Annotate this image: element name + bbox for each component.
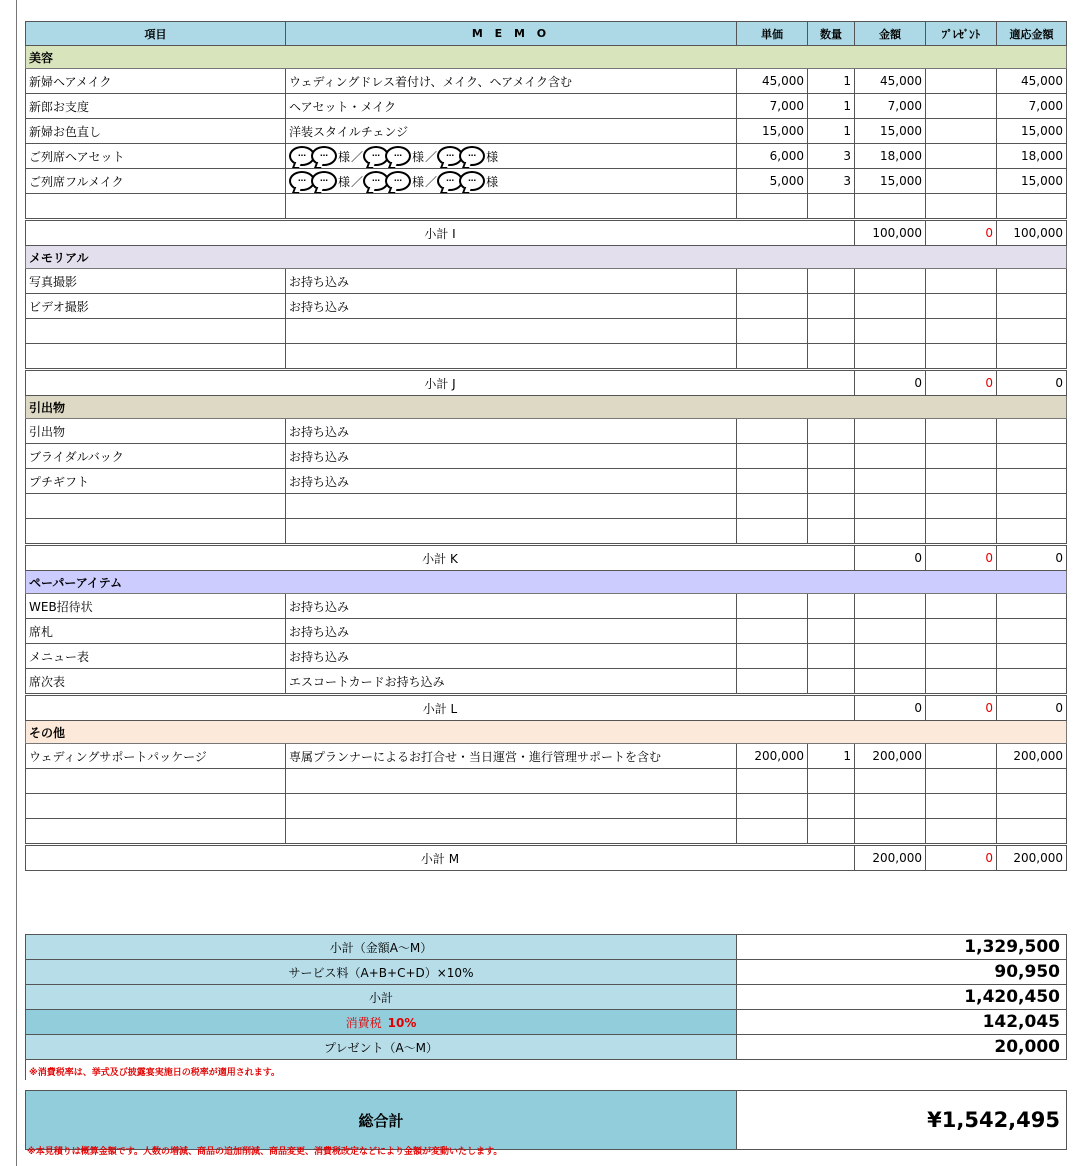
subtotal-present: 0 bbox=[926, 545, 997, 571]
speech-bubble-icon: … bbox=[459, 171, 485, 191]
left-margin-rule bbox=[16, 0, 17, 1166]
subtotal-label: 小計 I bbox=[26, 220, 855, 246]
table-row[interactable] bbox=[26, 269, 1067, 294]
cell-memo: お持ち込み bbox=[286, 269, 737, 294]
cell-memo-guests bbox=[286, 169, 737, 194]
honorific: 様 bbox=[486, 149, 499, 164]
cell-unit: 15,000 bbox=[737, 119, 808, 144]
cell-item: プチギフト bbox=[26, 469, 286, 494]
empty-row[interactable] bbox=[26, 319, 1067, 344]
summary-value: 1,329,500 bbox=[737, 935, 1067, 960]
subtotal-applied: 0 bbox=[997, 695, 1067, 721]
empty-row[interactable] bbox=[26, 194, 1067, 220]
separator: ／ bbox=[351, 149, 364, 164]
cell-memo: お持ち込み bbox=[286, 294, 737, 319]
cell-applied: 15,000 bbox=[997, 119, 1067, 144]
summary-row-subtotal bbox=[26, 985, 1067, 1010]
summary-row-present bbox=[26, 1035, 1067, 1060]
tax-note: ※消費税率は、挙式及び披露宴実施日の税率が適用されます。 bbox=[29, 1068, 281, 1078]
honorific: 様 bbox=[412, 174, 425, 189]
grand-total-value: ¥1,542,495 bbox=[737, 1091, 1067, 1150]
speech-bubble-icon: … bbox=[363, 171, 389, 191]
table-row[interactable] bbox=[26, 619, 1067, 644]
category-title: 美容 bbox=[26, 46, 1067, 69]
cell-item: ご列席フルメイク bbox=[26, 169, 286, 194]
table-row[interactable] bbox=[26, 469, 1067, 494]
cell-memo-guests bbox=[286, 144, 737, 169]
subtotal-row-m bbox=[26, 845, 1067, 871]
cell-item: 写真撮影 bbox=[26, 269, 286, 294]
category-row-gift bbox=[26, 396, 1067, 419]
speech-bubble-icon: … bbox=[311, 146, 337, 166]
subtotal-applied: 0 bbox=[997, 545, 1067, 571]
subtotal-applied: 200,000 bbox=[997, 845, 1067, 871]
speech-bubble-icon: … bbox=[289, 146, 315, 166]
category-title: ペーパーアイテム bbox=[26, 571, 1067, 594]
subtotal-amount: 0 bbox=[855, 695, 926, 721]
cell-applied: 7,000 bbox=[997, 94, 1067, 119]
estimate-table bbox=[25, 21, 1067, 871]
subtotal-label: 小計 M bbox=[26, 845, 855, 871]
cell-present bbox=[926, 119, 997, 144]
tax-rate: 10% bbox=[387, 1015, 417, 1030]
header-amount: 金額 bbox=[855, 22, 926, 46]
subtotal-row-l bbox=[26, 695, 1067, 721]
table-row[interactable] bbox=[26, 444, 1067, 469]
cell-memo: エスコートカードお持ち込み bbox=[286, 669, 737, 695]
table-row[interactable] bbox=[26, 669, 1067, 695]
table-row[interactable] bbox=[26, 419, 1067, 444]
cell-item: ビデオ撮影 bbox=[26, 294, 286, 319]
category-row-beauty bbox=[26, 46, 1067, 69]
subtotal-applied: 100,000 bbox=[997, 220, 1067, 246]
cell-memo: お持ち込み bbox=[286, 444, 737, 469]
empty-row[interactable] bbox=[26, 494, 1067, 519]
cell-qty: 1 bbox=[808, 69, 855, 94]
summary-value: 142,045 bbox=[737, 1010, 1067, 1035]
summary-label: プレゼント（A～M） bbox=[26, 1035, 737, 1060]
summary-label: サービス料（A+B+C+D）×10% bbox=[26, 960, 737, 985]
subtotal-amount: 200,000 bbox=[855, 845, 926, 871]
table-row[interactable] bbox=[26, 144, 1067, 169]
cell-amount: 45,000 bbox=[855, 69, 926, 94]
cell-applied: 15,000 bbox=[997, 169, 1067, 194]
category-title: その他 bbox=[26, 721, 1067, 744]
subtotal-present: 0 bbox=[926, 370, 997, 396]
cell-item: 新婦お色直し bbox=[26, 119, 286, 144]
cell-present bbox=[926, 69, 997, 94]
subtotal-label: 小計 L bbox=[26, 695, 855, 721]
cell-unit: 200,000 bbox=[737, 744, 808, 769]
cell-amount: 15,000 bbox=[855, 119, 926, 144]
subtotal-row-j bbox=[26, 370, 1067, 396]
summary-label: 小計 bbox=[26, 985, 737, 1010]
subtotal-label: 小計 K bbox=[26, 545, 855, 571]
cell-amount: 7,000 bbox=[855, 94, 926, 119]
header-item: 項目 bbox=[26, 22, 286, 46]
cell-amount: 18,000 bbox=[855, 144, 926, 169]
cell-present bbox=[926, 144, 997, 169]
speech-bubble-icon: … bbox=[289, 171, 315, 191]
speech-bubble-icon: … bbox=[385, 171, 411, 191]
cell-present bbox=[926, 94, 997, 119]
speech-bubble-icon: … bbox=[363, 146, 389, 166]
speech-bubble-icon: … bbox=[437, 171, 463, 191]
cell-qty: 3 bbox=[808, 144, 855, 169]
honorific: 様 bbox=[412, 149, 425, 164]
cell-amount: 200,000 bbox=[855, 744, 926, 769]
cell-qty: 1 bbox=[808, 119, 855, 144]
subtotal-amount: 0 bbox=[855, 370, 926, 396]
honorific: 様 bbox=[486, 174, 499, 189]
empty-row[interactable] bbox=[26, 344, 1067, 370]
subtotal-amount: 100,000 bbox=[855, 220, 926, 246]
cell-applied: 200,000 bbox=[997, 744, 1067, 769]
header-row bbox=[26, 22, 1067, 46]
header-unit-price: 単価 bbox=[737, 22, 808, 46]
header-memo: M E M O bbox=[286, 22, 737, 46]
estimate-footnote: ※本見積りは概算金額です。人数の増減、商品の追加削減、商品変更、消費税改定などにより金額が変動いたします。 bbox=[27, 1147, 503, 1157]
summary-row-total bbox=[26, 1091, 1067, 1150]
subtotal-row-i bbox=[26, 220, 1067, 246]
cell-unit: 6,000 bbox=[737, 144, 808, 169]
separator: ／ bbox=[425, 174, 438, 189]
table-row[interactable] bbox=[26, 94, 1067, 119]
guest-names bbox=[289, 146, 733, 166]
cell-item: ブライダルバック bbox=[26, 444, 286, 469]
cell-memo: 専属プランナーによるお打合せ・当日運営・進行管理サポートを含む bbox=[286, 744, 737, 769]
grand-total-label: 総合計 bbox=[26, 1091, 737, 1150]
cell-item: 席次表 bbox=[26, 669, 286, 695]
cell-applied: 18,000 bbox=[997, 144, 1067, 169]
subtotal-row-k bbox=[26, 545, 1067, 571]
table-row[interactable] bbox=[26, 594, 1067, 619]
cell-qty: 1 bbox=[808, 94, 855, 119]
subtotal-amount: 0 bbox=[855, 545, 926, 571]
empty-row[interactable] bbox=[26, 519, 1067, 545]
table-row[interactable] bbox=[26, 119, 1067, 144]
separator: ／ bbox=[425, 149, 438, 164]
speech-bubble-icon: … bbox=[437, 146, 463, 166]
cell-item: ウェディングサポートパッケージ bbox=[26, 744, 286, 769]
cell-memo: ヘアセット・メイク bbox=[286, 94, 737, 119]
summary-label: 小計（金額A～M） bbox=[26, 935, 737, 960]
cell-item: WEB招待状 bbox=[26, 594, 286, 619]
summary-row-tax bbox=[26, 1010, 1067, 1035]
table-row[interactable] bbox=[26, 644, 1067, 669]
cell-memo: お持ち込み bbox=[286, 469, 737, 494]
summary-value: 20,000 bbox=[737, 1035, 1067, 1060]
cell-present bbox=[926, 744, 997, 769]
empty-row[interactable] bbox=[26, 819, 1067, 845]
cell-unit: 7,000 bbox=[737, 94, 808, 119]
cell-amount: 15,000 bbox=[855, 169, 926, 194]
speech-bubble-icon: … bbox=[385, 146, 411, 166]
honorific: 様 bbox=[338, 174, 351, 189]
subtotal-applied: 0 bbox=[997, 370, 1067, 396]
cell-memo: お持ち込み bbox=[286, 419, 737, 444]
summary-value: 1,420,450 bbox=[737, 985, 1067, 1010]
cell-unit: 5,000 bbox=[737, 169, 808, 194]
cell-qty: 3 bbox=[808, 169, 855, 194]
summary-row-subtotal-all bbox=[26, 935, 1067, 960]
summary-table bbox=[25, 934, 1067, 1150]
header-applied: 適応金額 bbox=[997, 22, 1067, 46]
subtotal-label: 小計 J bbox=[26, 370, 855, 396]
cell-item: メニュー表 bbox=[26, 644, 286, 669]
category-row-paper bbox=[26, 571, 1067, 594]
speech-bubble-icon: … bbox=[311, 171, 337, 191]
guest-names bbox=[289, 171, 733, 191]
summary-value: 90,950 bbox=[737, 960, 1067, 985]
header-qty: 数量 bbox=[808, 22, 855, 46]
table-row[interactable] bbox=[26, 69, 1067, 94]
summary-row-note bbox=[26, 1060, 1067, 1081]
empty-row[interactable] bbox=[26, 794, 1067, 819]
cell-memo: ウェディングドレス着付け、メイク、ヘアメイク含む bbox=[286, 69, 737, 94]
table-row[interactable] bbox=[26, 169, 1067, 194]
category-row-other bbox=[26, 721, 1067, 744]
subtotal-present: 0 bbox=[926, 220, 997, 246]
empty-row[interactable] bbox=[26, 769, 1067, 794]
cell-item: 席札 bbox=[26, 619, 286, 644]
summary-row-service bbox=[26, 960, 1067, 985]
cell-unit: 45,000 bbox=[737, 69, 808, 94]
subtotal-present: 0 bbox=[926, 845, 997, 871]
cell-item: ご列席ヘアセット bbox=[26, 144, 286, 169]
spacer bbox=[26, 1080, 1067, 1091]
speech-bubble-icon: … bbox=[459, 146, 485, 166]
category-row-memorial bbox=[26, 246, 1067, 269]
cell-memo: お持ち込み bbox=[286, 594, 737, 619]
cell-present bbox=[926, 169, 997, 194]
cell-applied: 45,000 bbox=[997, 69, 1067, 94]
separator: ／ bbox=[351, 174, 364, 189]
subtotal-present: 0 bbox=[926, 695, 997, 721]
table-row[interactable] bbox=[26, 294, 1067, 319]
table-row[interactable] bbox=[26, 744, 1067, 769]
tax-label: 消費税 bbox=[345, 1015, 382, 1030]
summary-label-tax bbox=[26, 1010, 737, 1035]
cell-memo: お持ち込み bbox=[286, 619, 737, 644]
cell-memo: 洋装スタイルチェンジ bbox=[286, 119, 737, 144]
category-title: メモリアル bbox=[26, 246, 1067, 269]
header-present: ﾌﾟﾚｾﾞﾝﾄ bbox=[926, 22, 997, 46]
honorific: 様 bbox=[338, 149, 351, 164]
cell-qty: 1 bbox=[808, 744, 855, 769]
cell-item: 新婦ヘアメイク bbox=[26, 69, 286, 94]
category-title: 引出物 bbox=[26, 396, 1067, 419]
cell-memo: お持ち込み bbox=[286, 644, 737, 669]
cell-item: 新郎お支度 bbox=[26, 94, 286, 119]
tax-note-cell bbox=[26, 1060, 1067, 1081]
cell-item: 引出物 bbox=[26, 419, 286, 444]
